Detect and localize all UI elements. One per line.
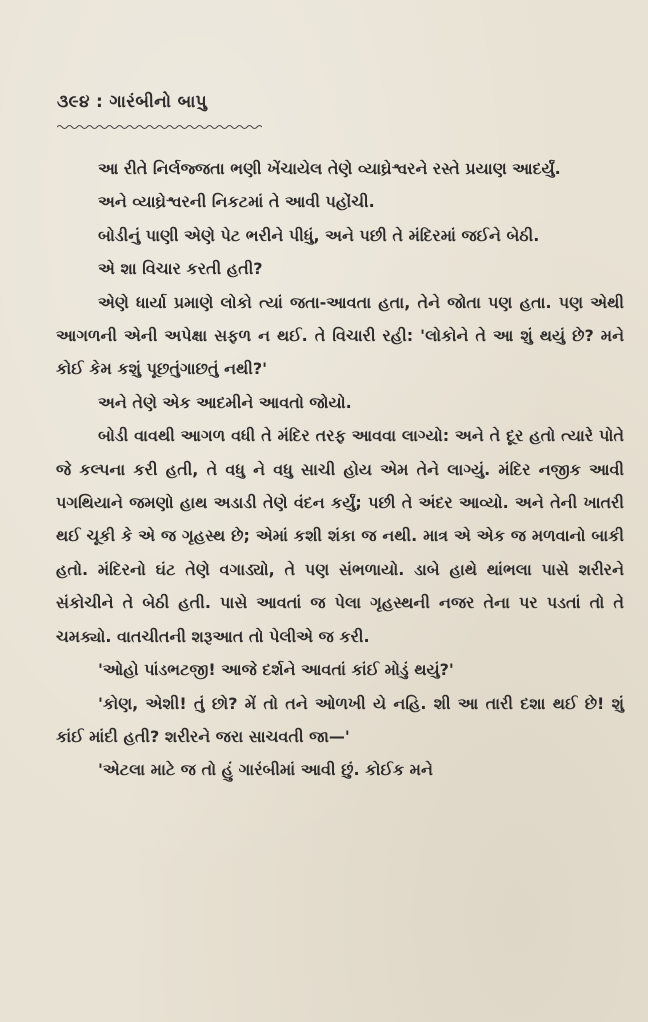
paragraph: આ રીતે નિર્લજ્જતા ભણી ખેંચાયેલ તેણે વ્યાઘ્રેશ્વરને રસ્તે પ્રયાણ આદર્યું.	[98, 159, 561, 178]
decorative-wavy-rule	[57, 124, 262, 130]
paragraph: અને તેણે એક આદમીને આવતો જોયો.	[98, 392, 352, 412]
paragraph: બોડી વાવથી આગળ વધી તે મંદિર તરફ આવવા લાગ્યો: અને તે દૂર હતો ત્યારે પોતે જે કલ્પના કરી હતી, તે વધુ ને વધુ સાચી હોય એમ તેને લાગ્યું. મંદિર નજીક આવી પગથિયાને જમણો હાથ અડાડી તેણે વંદન કર્યું; પછી તે અંદર આવ્યો. અને તેની ખાતરી થઈ ચૂકી કે એ જ ગૃહસ્થ છે; એમાં કશી શંકા જ નથી. માત્ર એ એક જ મળવાનો બાકી હતો. મંદિરનો ઘંટ તેણે વગાડ્યો, તે પણ સંભળાયો. ડાબે હાથે થાંભલા પાસે શરીરને સંકોચીને તે બેઠી હતી. પાસે આવતાં જ પેલા ગૃહસ્થની નજર તેના પર પડતાં તો તે ચમક્યો. વાતચીતની શરૂઆત તો પેલીએ જ કરી.	[56, 426, 624, 646]
dialogue-paragraph: 'એટલા માટે જ તો હું ગારંબીમાં આવી છું. કોઈક મને	[98, 760, 433, 780]
paragraph: બોડીનું પાણી એણે પેટ ભરીને પીધું, અને પછી તે મંદિરમાં જઈને બેઠી.	[98, 225, 540, 245]
page-body	[56, 152, 624, 787]
paragraph: એણે ધાર્યા પ્રમાણે લોકો ત્યાં જતા-આવતા હતા, તેને જોતા પણ હતા. પણ એથી આગળની એની અપેક્ષા સફળ ન થઈ. તે વિચારી રહી: 'લોકોને તે આ શું થયું છે? મને કોઈ કેમ કશું પૂછતુંગાછતું નથી?'	[56, 292, 624, 379]
page-header	[57, 92, 317, 134]
page-number-and-title: ૩૯૪ : ગારંબીનો બાપુ	[57, 92, 208, 112]
dialogue-paragraph: 'કોણ, એશી! તું છો? મેં તો તને ઓળખી યે નહિ. શી આ તારી દશા થઈ છે! શું કાંઈ માંદી હતી? શરીરને જરા સાચવતી જા—'	[56, 693, 624, 746]
dialogue-paragraph: 'ઓહો પાંડભટજી! આજે દર્શને આવતાં કાંઈ મોડું થયું?'	[98, 660, 454, 680]
paragraph: અને વ્યાઘ્રેશ્વરની નિકટમાં તે આવી પહોંચી.	[98, 192, 375, 212]
paragraph: એ શા વિચાર કરતી હતી?	[98, 259, 263, 279]
